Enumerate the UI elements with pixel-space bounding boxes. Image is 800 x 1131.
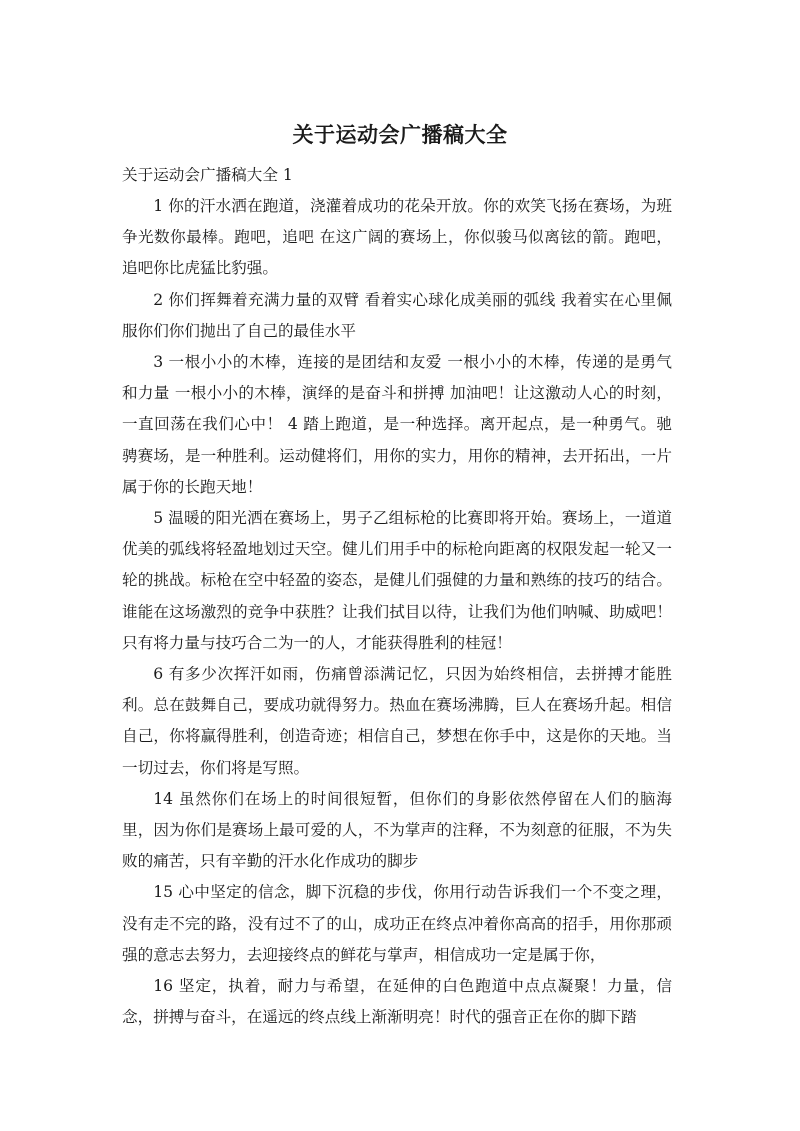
document-body [122,160,672,1033]
paragraph: 1 你的汗水洒在跑道，浇灌着成功的花朵开放。你的欢笑飞扬在赛场，为班争光数你最棒。跑吧，追吧 在这广阔的赛场上，你似骏马似离铉的箭。跑吧，追吧你比虎猛比豹强。 [122,197,672,278]
paragraph: 3 一根小小的木棒，连接的是团结和友爱 一根小小的木棒，传递的是勇气和力量 一根小小的木棒，演绎的是奋斗和拼搏 加油吧！让这激动人心的时刻，一直回荡在我们心中！ 4 踏上跑道，是一种选择。离开起点，是一种勇气。驰骋赛场，是一种胜利。运动健将们，用你的实力，用你的精神，去开拓出，一片属于你的长跑天地！ [122,353,672,496]
paragraph: 5 温暖的阳光洒在赛场上，男子乙组标枪的比赛即将开始。赛场上，一道道优美的弧线将轻盈地划过天空。健儿们用手中的标枪向距离的权限发起一轮又一轮的挑战。标枪在空中轻盈的姿态，是健儿们强健的力量和熟练的技巧的结合。谁能在这场激烈的竞争中获胜？让我们拭目以待，让我们为他们呐喊、助威吧！只有将力量与技巧合二为一的人，才能获得胜利的桂冠！ [122,509,672,652]
page-title: 关于运动会广播稿大全 [292,123,508,147]
paragraph: 16 坚定，执着，耐力与希望，在延伸的白色跑道中点点凝聚！力量，信念，拼搏与奋斗，在遥远的终点线上渐渐明亮！时代的强音正在你的脚下踏 [122,977,672,1027]
paragraph: 14 虽然你们在场上的时间很短暂，但你们的身影依然停留在人们的脑海里，因为你们是赛场上最可爱的人，不为掌声的注释，不为刻意的征服，不为失败的痛苦，只有辛勤的汗水化作成功的脚步 [122,789,672,871]
paragraph: 6 有多少次挥汗如雨，伤痛曾添满记忆，只因为始终相信，去拼搏才能胜利。总在鼓舞自己，要成功就得努力。热血在赛场沸腾，巨人在赛场升起。相信自己，你将赢得胜利，创造奇迹；相信自己，梦想在你手中，这是你的天地。当一切过去，你们将是写照。 [122,665,672,777]
section-heading: 关于运动会广播稿大全 1 [122,166,293,184]
paragraph: 2 你们挥舞着充满力量的双臂 看着实心球化成美丽的弧线 我着实在心里佩服你们你们抛出了自己的最佳水平 [122,290,672,340]
paragraph: 15 心中坚定的信念，脚下沉稳的步伐，你用行动告诉我们一个不变之理，没有走不完的路，没有过不了的山，成功正在终点冲着你高高的招手，用你那顽强的意志去努力，去迎接终点的鲜花与掌声，相信成功一定是属于你， [122,883,672,964]
